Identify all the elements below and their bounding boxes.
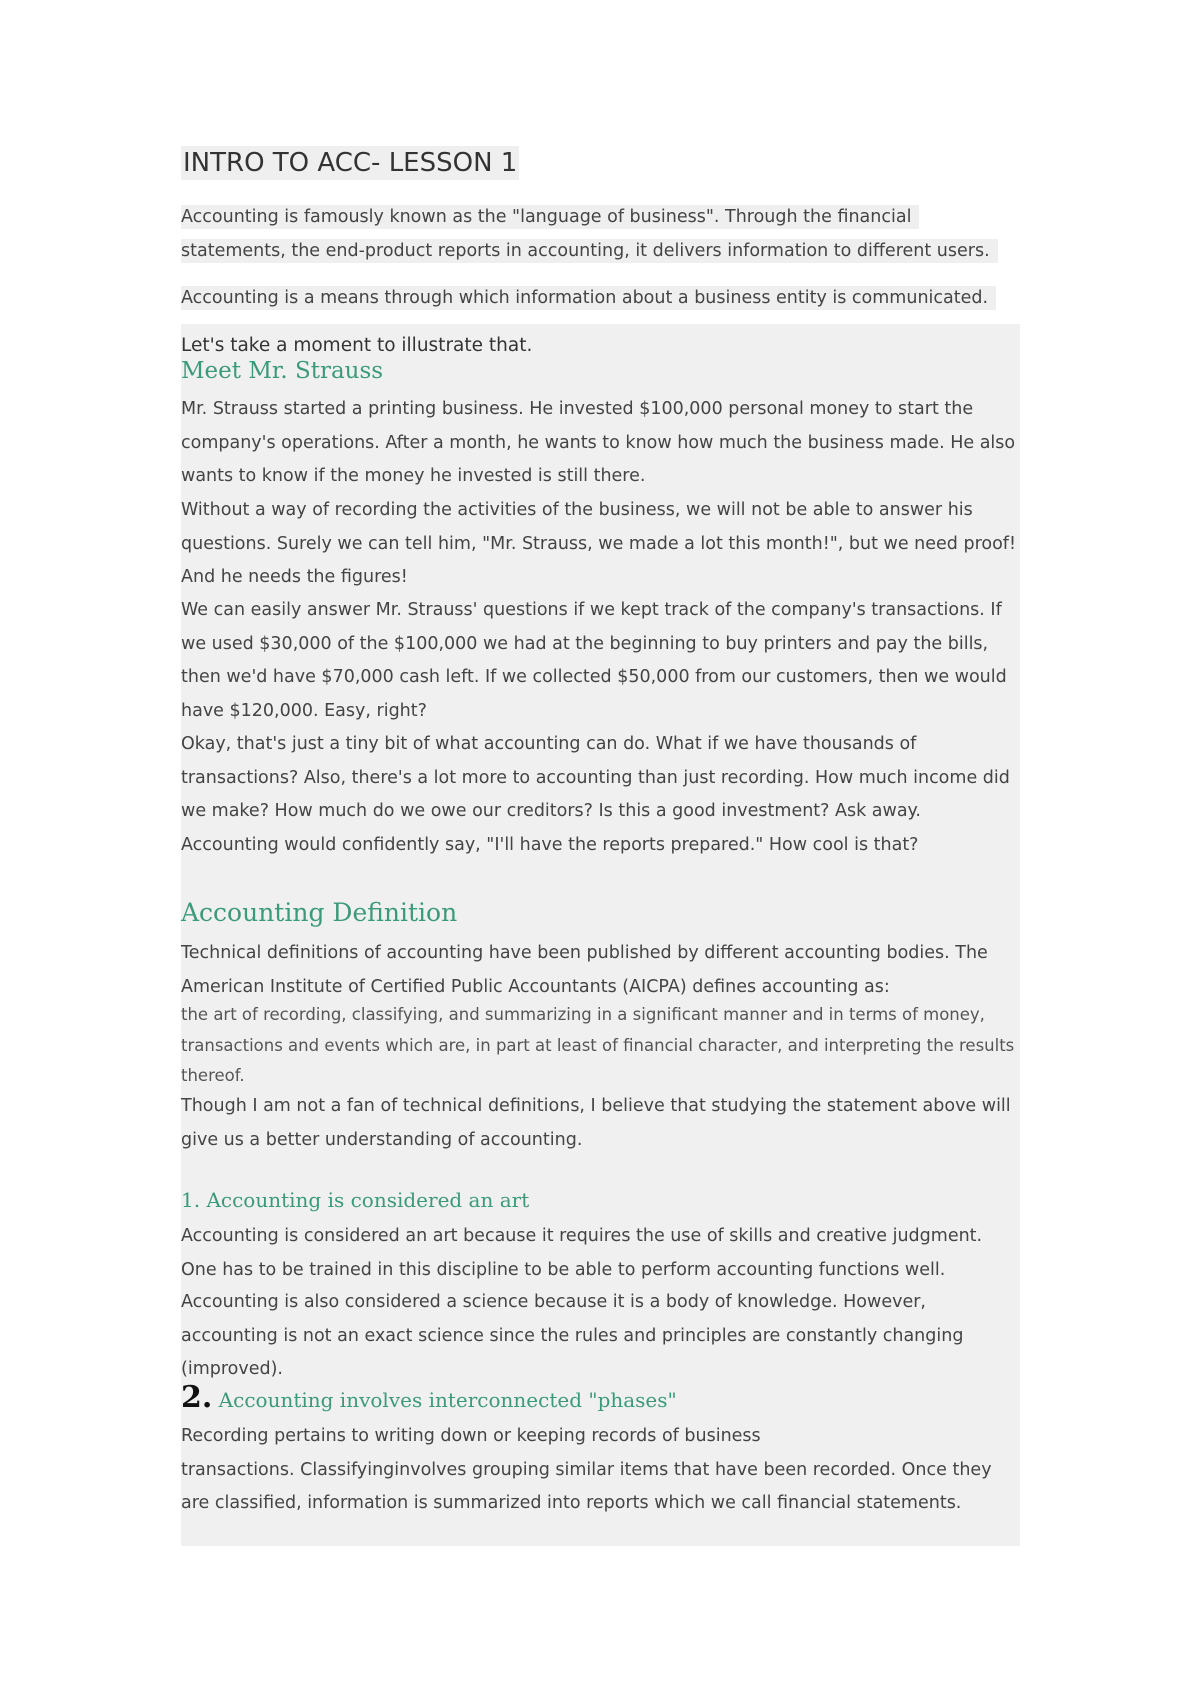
intro-paragraph-1-text: Accounting is famously known as the "language of business". Through the financial statements, the end-product reports in accounting, it delivers information to different users.	[181, 205, 998, 263]
phases-paragraph-rest: transactions. Classifyinginvolves grouping similar items that have been recorded. Once they are classified, information is summarized into reports which we call financial statements.	[181, 1459, 992, 1513]
strauss-paragraph-2: Without a way of recording the activities of the business, we will not be able to answer his questions. Surely we can tell him, "Mr. Strauss, we made a lot this month!", but we need proof! And he needs the figures!	[181, 500, 1016, 587]
art-paragraph-2: Accounting is also considered a science because it is a body of knowledge. However, accounting is not an exact science since the rules and principles are constantly changing (improved).	[181, 1292, 964, 1379]
strauss-paragraph-4: Okay, that's just a tiny bit of what accounting can do. What if we have thousands of transactions? Also, there's a lot more to accounting than just recording. How much income did we make? How much do we owe our creditors? Is this a good investment? Ask away. Accounting would confidently say, "I'll have the reports prepared." How cool is that?	[181, 734, 1010, 855]
strauss-paragraph-3: We can easily answer Mr. Strauss' questions if we kept track of the company's transactions. If we used $30,000 of the $100,000 we had at the beginning to buy printers and pay the bills, then we'd have $70,000 cash left. If we collected $50,000 from our customers, then we would have $120,000. Easy, right?	[181, 600, 1007, 721]
intro-paragraph-1	[181, 201, 1001, 268]
definition-paragraph-2: Though I am not a fan of technical definitions, I believe that studying the statement above will give us a better understanding of accounting.	[181, 1096, 1011, 1150]
definition-paragraph-1: Technical definitions of accounting have been published by different accounting bodies. The American Institute of Certified Public Accountants (AICPA) defines accounting as:	[181, 943, 988, 997]
section-heading-phases-text: Accounting involves interconnected "phases"	[212, 1388, 677, 1412]
section-number: 2.	[181, 1380, 213, 1415]
strauss-paragraph-1: Mr. Strauss started a printing business. He invested $100,000 personal money to start the company's operations. After a month, he wants to know how much the business made. He also wants to know if the money he invested is still there.	[181, 399, 1016, 486]
intro-paragraph-2-text: Accounting is a means through which information about a business entity is communicated.	[181, 286, 996, 310]
page-title: INTRO TO ACC- LESSON 1	[183, 148, 518, 178]
phases-paragraph	[181, 1420, 1021, 1521]
section-heading-art: 1. Accounting is considered an art	[181, 1188, 530, 1212]
aicpa-definition-quote: the art of recording, classifying, and summarizing in a significant manner and in terms of money, transactions and events which are, in part at least of financial character, and interpreting the results thereof.	[181, 1005, 1015, 1085]
section-heading-phases	[181, 1380, 677, 1418]
phases-paragraph-line-1: Recording pertains to writing down or keeping records of business	[181, 1426, 761, 1446]
intro-paragraph-2	[181, 282, 1001, 316]
section-heading-definition: Accounting Definition	[181, 898, 458, 927]
lead-sentence: Let's take a moment to illustrate that.	[181, 335, 533, 356]
section-heading-strauss: Meet Mr. Strauss	[181, 358, 384, 384]
art-paragraph-1: Accounting is considered an art because it requires the use of skills and creative judgment. One has to be trained in this discipline to be able to perform accounting functions well.	[181, 1226, 983, 1280]
